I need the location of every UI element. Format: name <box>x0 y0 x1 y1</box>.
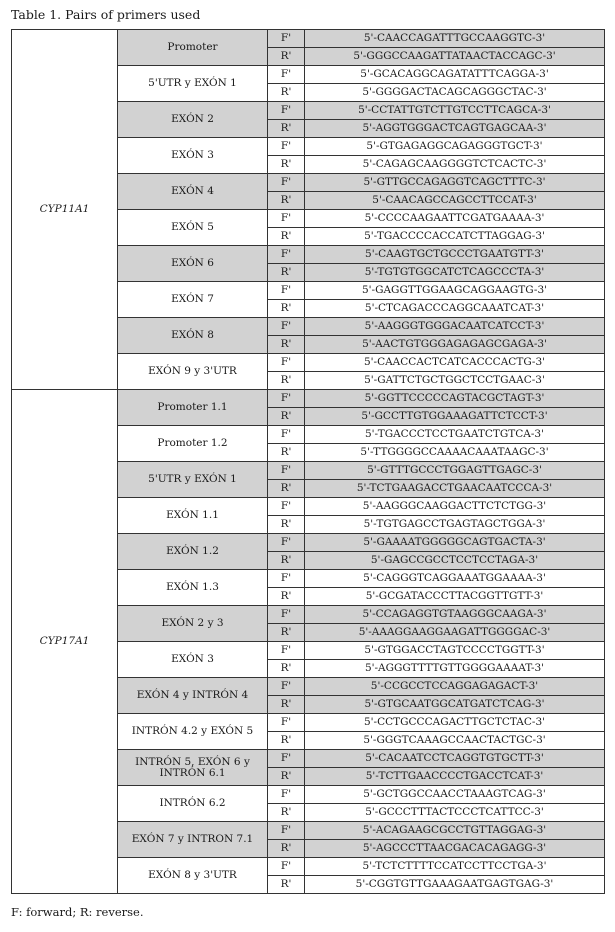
primer-direction: R' <box>268 660 305 678</box>
primer-direction: R' <box>268 552 305 570</box>
primer-direction: R' <box>268 228 305 246</box>
primer-sequence: 5'-TCTGAAGACCTGAACAATCCCA-3' <box>305 480 605 498</box>
table-footnote: F: forward; R: reverse. <box>11 905 144 919</box>
primer-sequence: 5'-GCTGGCCAACCTAAAGTCAG-3' <box>305 786 605 804</box>
region-label: INTRÓN 6.2 <box>118 786 268 822</box>
primer-direction: R' <box>268 48 305 66</box>
primer-sequence: 5'-GCACAGGCAGATATTTCAGGA-3' <box>305 66 605 84</box>
primer-sequence: 5'-CAAGTGCTGCCCTGAATGTT-3' <box>305 246 605 264</box>
primer-sequence: 5'-GAGCCGCCTCCTCCTAGA-3' <box>305 552 605 570</box>
primer-sequence: 5'-GTGAGAGGCAGAGGGTGCT-3' <box>305 138 605 156</box>
primer-sequence: 5'-CAGAGCAAGGGGTCTCACTC-3' <box>305 156 605 174</box>
primer-direction: F' <box>268 246 305 264</box>
primer-direction: R' <box>268 336 305 354</box>
primer-sequence: 5'-CAACAGCCAGCCTTCCAT-3' <box>305 192 605 210</box>
primer-sequence: 5'-TGACCCCACCATCTTAGGAG-3' <box>305 228 605 246</box>
region-label: EXÓN 8 <box>118 318 268 354</box>
primer-sequence: 5'-TCTCTTTTCCATCCTTCCTGA-3' <box>305 858 605 876</box>
primer-sequence: 5'-GATTCTGCTGGCTCCTGAAC-3' <box>305 372 605 390</box>
primer-direction: R' <box>268 408 305 426</box>
region-label: EXÓN 1.3 <box>118 570 268 606</box>
region-label: EXÓN 5 <box>118 210 268 246</box>
primer-direction: F' <box>268 570 305 588</box>
region-label: EXÓN 1.1 <box>118 498 268 534</box>
primer-sequence: 5'-AGGGTTTTGTTGGGGAAAAT-3' <box>305 660 605 678</box>
region-label: EXÓN 7 <box>118 282 268 318</box>
primer-direction: F' <box>268 354 305 372</box>
primer-sequence: 5'-GTTTGCCCTGGAGTTGAGC-3' <box>305 462 605 480</box>
primer-sequence: 5'-TGTGTGGCATCTCAGCCCTA-3' <box>305 264 605 282</box>
region-label: EXÓN 2 y 3 <box>118 606 268 642</box>
primer-direction: R' <box>268 768 305 786</box>
primer-direction: F' <box>268 426 305 444</box>
primer-direction: F' <box>268 822 305 840</box>
primer-direction: R' <box>268 264 305 282</box>
primer-sequence: 5'-GTTGCCAGAGGTCAGCTTTC-3' <box>305 174 605 192</box>
primer-sequence: 5'-GGGTCAAAGCCAACTACTGC-3' <box>305 732 605 750</box>
primer-sequence: 5'-GCGATACCCTTACGGTTGTT-3' <box>305 588 605 606</box>
primer-direction: R' <box>268 696 305 714</box>
table-caption: Table 1. Pairs of primers used <box>11 7 201 22</box>
primer-sequence: 5'-TGACCCTCCTGAATCTGTCA-3' <box>305 426 605 444</box>
region-label: EXÓN 2 <box>118 102 268 138</box>
primer-sequence: 5'-GAAAATGGGGGCAGTGACTA-3' <box>305 534 605 552</box>
primer-sequence: 5'-GGGGACTACAGCAGGGCTAC-3' <box>305 84 605 102</box>
primer-sequence: 5'-GCCTTGTGGAAAGATTCTCCT-3' <box>305 408 605 426</box>
primer-direction: F' <box>268 534 305 552</box>
region-label: 5'UTR y EXÓN 1 <box>118 462 268 498</box>
primer-direction: F' <box>268 606 305 624</box>
primer-table-body <box>12 30 605 894</box>
primer-direction: R' <box>268 588 305 606</box>
primer-sequence: 5'-AGCCCTTAACGACACAGAGG-3' <box>305 840 605 858</box>
primer-direction: F' <box>268 138 305 156</box>
primer-sequence: 5'-CGGTGTTGAAAGAATGAGTGAG-3' <box>305 876 605 894</box>
region-label: Promoter 1.2 <box>118 426 268 462</box>
region-label: EXÓN 3 <box>118 138 268 174</box>
gene-name: CYP11A1 <box>12 30 118 390</box>
primer-sequence: 5'-CAACCAGATTTGCCAAGGTC-3' <box>305 30 605 48</box>
primer-sequence: 5'-GAGGTTGGAAGCAGGAAGTG-3' <box>305 282 605 300</box>
primer-sequence: 5'-TCTTGAACCCCTGACCTCAT-3' <box>305 768 605 786</box>
primer-sequence: 5'-CCGCCTCCAGGAGAGACT-3' <box>305 678 605 696</box>
region-label: INTRÓN 4.2 y EXÓN 5 <box>118 714 268 750</box>
primer-sequence: 5'-TTGGGGCCAAAACAAATAAGC-3' <box>305 444 605 462</box>
table-row <box>12 390 605 408</box>
primer-direction: F' <box>268 498 305 516</box>
primer-sequence: 5'-GGGCCAAGATTATAACTACCAGC-3' <box>305 48 605 66</box>
primer-direction: F' <box>268 786 305 804</box>
primer-direction: R' <box>268 732 305 750</box>
primer-sequence: 5'-AACTGTGGGAGAGAGCGAGA-3' <box>305 336 605 354</box>
primer-direction: R' <box>268 372 305 390</box>
region-label: EXÓN 4 y INTRÓN 4 <box>118 678 268 714</box>
primer-direction: F' <box>268 102 305 120</box>
region-label: Promoter <box>118 30 268 66</box>
primer-table <box>11 29 605 894</box>
primer-sequence: 5'-AGGTGGGACTCAGTGAGCAA-3' <box>305 120 605 138</box>
primer-sequence: 5'-AAGGGCAAGGACTTCTCTGG-3' <box>305 498 605 516</box>
primer-direction: R' <box>268 84 305 102</box>
gene-name: CYP17A1 <box>12 390 118 894</box>
region-label: Promoter 1.1 <box>118 390 268 426</box>
region-label: EXÓN 8 y 3'UTR <box>118 858 268 894</box>
primer-sequence: 5'-CCCCAAGAATTCGATGAAAA-3' <box>305 210 605 228</box>
primer-direction: R' <box>268 300 305 318</box>
primer-direction: F' <box>268 462 305 480</box>
primer-sequence: 5'-GCCCTTTACTCCCTCATTCC-3' <box>305 804 605 822</box>
primer-sequence: 5'-CTCAGACCCAGGCAAATCAT-3' <box>305 300 605 318</box>
primer-sequence: 5'-CCAGAGGTGTAAGGGCAAGA-3' <box>305 606 605 624</box>
primer-direction: R' <box>268 444 305 462</box>
region-label: EXÓN 6 <box>118 246 268 282</box>
region-label: EXÓN 9 y 3'UTR <box>118 354 268 390</box>
primer-direction: F' <box>268 66 305 84</box>
region-label: EXÓN 7 y INTRON 7.1 <box>118 822 268 858</box>
primer-direction: F' <box>268 318 305 336</box>
primer-sequence: 5'-GTGGACCTAGTCCCCTGGTT-3' <box>305 642 605 660</box>
primer-sequence: 5'-AAAGGAAGGAAGATTGGGGAC-3' <box>305 624 605 642</box>
primer-direction: R' <box>268 804 305 822</box>
primer-sequence: 5'-CAACCACTCATCACCCACTG-3' <box>305 354 605 372</box>
primer-direction: F' <box>268 390 305 408</box>
primer-sequence: 5'-TGTGAGCCTGAGTAGCTGGA-3' <box>305 516 605 534</box>
primer-direction: R' <box>268 624 305 642</box>
primer-direction: F' <box>268 678 305 696</box>
primer-direction: R' <box>268 516 305 534</box>
primer-direction: F' <box>268 714 305 732</box>
primer-sequence: 5'-AAGGGTGGGACAATCATCCT-3' <box>305 318 605 336</box>
primer-direction: F' <box>268 642 305 660</box>
primer-sequence: 5'-GTGCAATGGCATGATCTCAG-3' <box>305 696 605 714</box>
region-label: EXÓN 3 <box>118 642 268 678</box>
primer-direction: F' <box>268 174 305 192</box>
primer-direction: R' <box>268 840 305 858</box>
region-label: INTRÓN 5, EXÓN 6 y INTRÓN 6.1 <box>118 750 268 786</box>
primer-direction: F' <box>268 282 305 300</box>
primer-sequence: 5'-CCTGCCCAGACTTGCTCTAC-3' <box>305 714 605 732</box>
primer-sequence: 5'-CAGGGTCAGGAAATGGAAAA-3' <box>305 570 605 588</box>
region-label: EXÓN 4 <box>118 174 268 210</box>
primer-direction: F' <box>268 30 305 48</box>
primer-direction: F' <box>268 750 305 768</box>
primer-direction: F' <box>268 210 305 228</box>
primer-direction: R' <box>268 120 305 138</box>
primer-direction: R' <box>268 876 305 894</box>
primer-sequence: 5'-CCTATTGTCTTGTCCTTCAGCA-3' <box>305 102 605 120</box>
primer-direction: R' <box>268 192 305 210</box>
primer-direction: R' <box>268 156 305 174</box>
table-row <box>12 30 605 48</box>
primer-direction: F' <box>268 858 305 876</box>
primer-sequence: 5'-GGTTCCCCCAGTACGCTAGT-3' <box>305 390 605 408</box>
primer-direction: R' <box>268 480 305 498</box>
region-label: EXÓN 1.2 <box>118 534 268 570</box>
primer-sequence: 5'-CACAATCCTCAGGTGTGCTT-3' <box>305 750 605 768</box>
region-label: 5'UTR y EXÓN 1 <box>118 66 268 102</box>
primer-sequence: 5'-ACAGAAGCGCCTGTTAGGAG-3' <box>305 822 605 840</box>
